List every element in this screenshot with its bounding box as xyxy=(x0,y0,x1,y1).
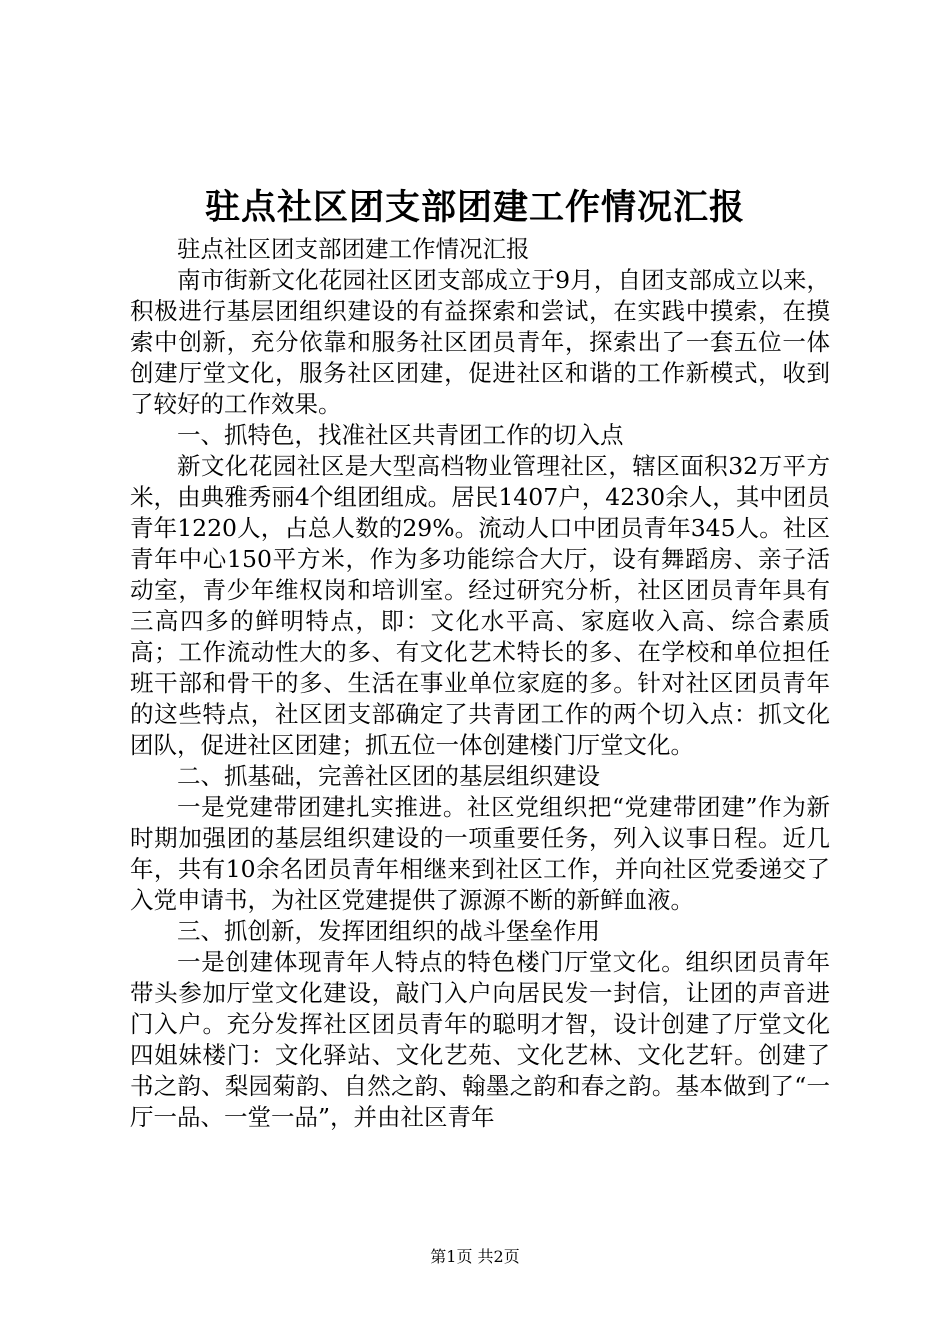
intro-paragraph: 南市街新文化花园社区团支部成立于9月，自团支部成立以来，积极进行基层团组织建设的有益探索和尝试，在实践中摸索，在摸索中创新，充分依靠和服务社区团员青年，探索出了一套五位一体创建厅堂文化，服务社区团建，促进社区和谐的工作新模式，收到了较好的工作效果。 xyxy=(130,266,830,418)
section-heading-1: 一、抓特色，找准社区共青团工作的切入点 xyxy=(177,421,624,449)
section-2-paragraph: 一是党建带团建扎实推进。社区党组织把“党建带团建”作为新时期加强团的基层组织建设的一项重要任务，列入议事日程。近几年，共有10余名团员青年相继来到社区工作，并向社区党委递交了入党申请书，为社区党建提供了源源不断的新鲜血液。 xyxy=(130,793,830,914)
section-3-paragraph: 一是创建体现青年人特点的特色楼门厅堂文化。组织团员青年带头参加厅堂文化建设，敲门入户向居民发一封信，让团的声音进门入户。充分发挥社区团员青年的聪明才智，设计创建了厅堂文化四姐妹楼门：文化驿站、文化艺苑、文化艺林、文化艺轩。创建了书之韵、梨园菊韵、自然之韵、翰墨之韵和春之韵。基本做到了“一厅一品、一堂一品”，并由社区青年 xyxy=(130,948,830,1131)
section-heading-3: 三、抓创新，发挥团组织的战斗堡垒作用 xyxy=(177,917,600,945)
page-number-footer: 第1页 共2页 xyxy=(430,1247,520,1266)
section-1-paragraph: 新文化花园社区是大型高档物业管理社区，辖区面积32万平方米，由典雅秀丽4个组团组成。居民1407户，4230余人，其中团员青年1220人，占总人数的29%。流动人口中团员青年345人。社区青年中心150平方米，作为多功能综合大厅，设有舞蹈房、亲子活动室，青少年维权岗和培训室。经过研究分析，社区团员青年具有三高四多的鲜明特点，即：文化水平高、家庭收入高、综合素质高；工作流动性大的多、有文化艺术特长的多、在学校和单位担任班干部和骨干的多、生活在事业单位家庭的多。针对社区团员青年的这些特点，社区团支部确定了共青团工作的两个切入点：抓文化团队，促进社区团建；抓五位一体创建楼门厅堂文化。 xyxy=(130,452,830,759)
section-heading-2: 二、抓基础，完善社区团的基层组织建设 xyxy=(177,762,600,790)
subtitle-paragraph: 驻点社区团支部团建工作情况汇报 xyxy=(177,235,530,263)
document-body xyxy=(130,234,830,1133)
document-title: 驻点社区团支部团建工作情况汇报 xyxy=(204,187,745,228)
